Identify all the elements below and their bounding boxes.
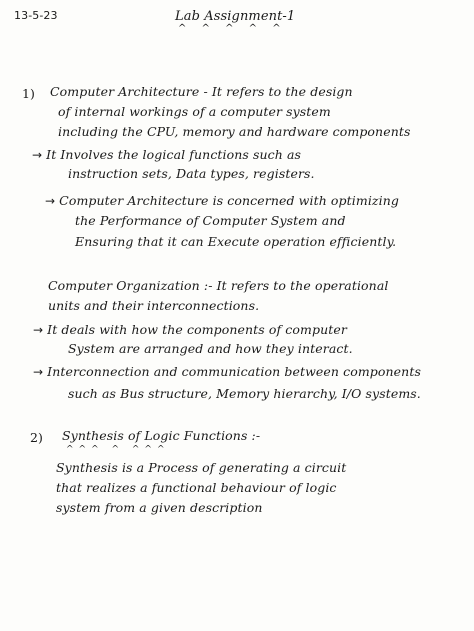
q2-line-1: Synthesis is a Process of generating a circuit [56,460,347,475]
date: 13-5-23 [14,9,58,22]
question-2-number: 2) [30,430,44,445]
org-bullet-2-line-2: such as Bus structure, Memory hierarchy, I/O systems. [68,386,421,401]
q1-bullet-2-line-3: Ensuring that it can Execute operation efficiently. [75,234,397,249]
org-bullet-2 [33,366,421,379]
arrow-icon: → [33,323,44,337]
q1-line-2: of internal workings of a computer system [58,104,331,119]
arrow-icon: → [33,365,44,379]
arrow-icon: → [45,194,56,208]
q1-line-3: including the CPU, memory and hardware components [58,124,411,139]
org-bullet-1-line-2: System are arranged and how they interact. [68,341,353,356]
org-line-1: Computer Organization :- It refers to the operational [48,278,389,293]
arrow-icon: → [32,148,43,162]
q2-heading: Synthesis of Logic Functions :- [62,428,261,443]
q1-bullet-2 [45,195,399,208]
q2-line-3: system from a given description [56,500,263,515]
q1-bullet-2-line-1: Computer Architecture is concerned with optimizing [59,193,399,208]
org-bullet-1-line-1: It deals with how the components of computer [47,322,347,337]
question-1-number: 1) [22,86,36,101]
title-underline-marks: ^ ^ ^ ^ ^ [178,23,287,34]
q1-bullet-1-line-1: It Involves the logical functions such as [46,147,302,162]
page-title: Lab Assignment-1 [175,9,296,24]
q2-heading-underline-marks: ^^^ ^ ^^^ [66,445,170,455]
q1-line-1: Computer Architecture - It refers to the design [50,84,353,99]
q2-line-2: that realizes a functional behaviour of logic [56,480,337,495]
q1-bullet-1-line-2: instruction sets, Data types, registers. [68,166,315,181]
q1-bullet-2-line-2: the Performance of Computer System and [75,213,346,228]
q1-bullet-1 [32,149,301,162]
org-bullet-2-line-1: Interconnection and communication between components [47,364,421,379]
org-line-2: units and their interconnections. [48,298,260,313]
org-bullet-1 [33,324,347,337]
